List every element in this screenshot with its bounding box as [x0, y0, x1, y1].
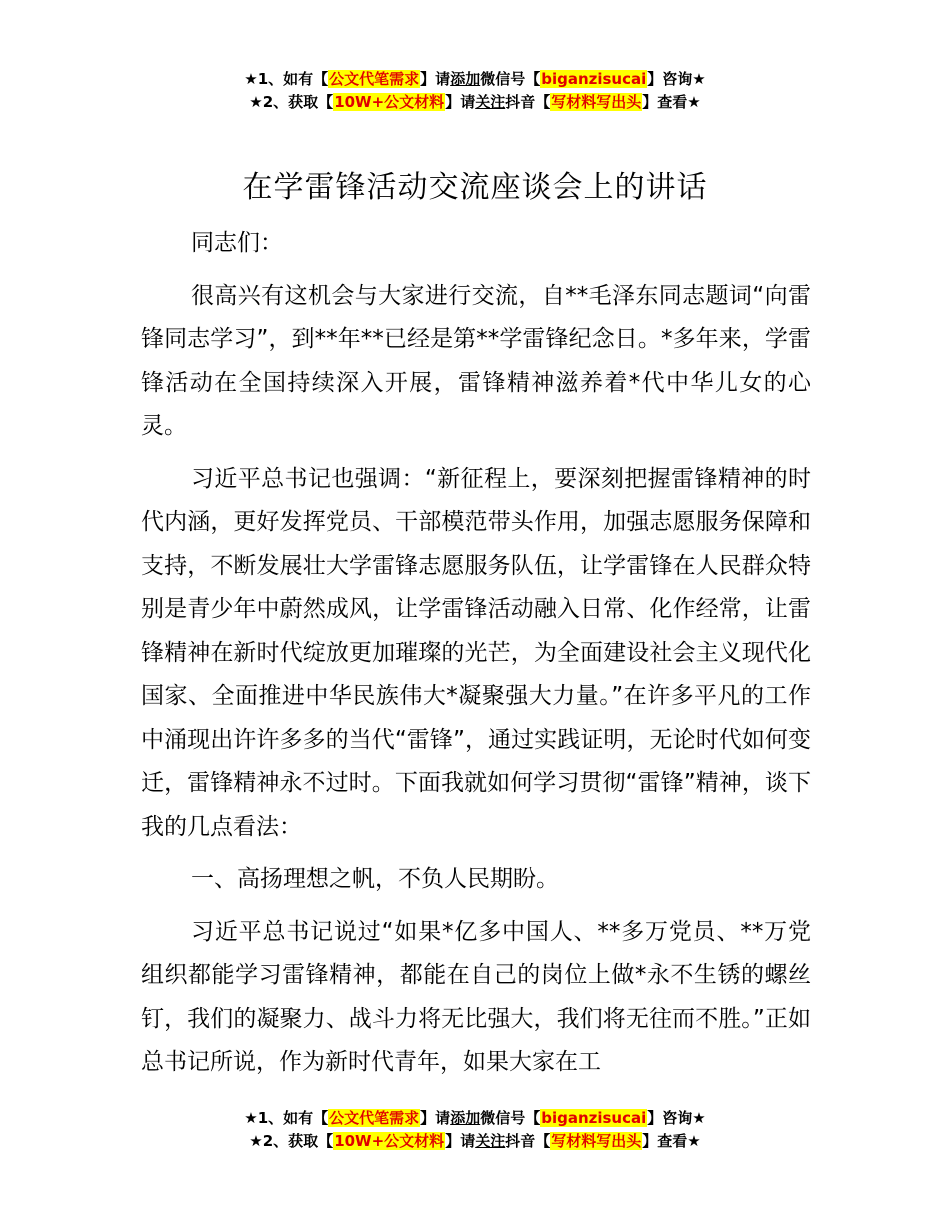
banner-line-1	[0, 68, 950, 91]
banner-underline: 添加	[450, 1109, 481, 1127]
paragraph: 习近平总书记说过“如果*亿多中国人、**多万党员、**万党组织都能学习雷锋精神，都能在自己的岗位上做*永不生锈的螺丝钉，我们的凝聚力、战斗力将无比强大，我们将无往而不胜。”正如总书记所说，作为新时代青年，如果大家在工	[141, 918, 811, 1075]
banner-text: 】请	[420, 1109, 451, 1127]
banner-text: 】咨询★	[647, 1109, 706, 1127]
banner-highlight: 10W+公文材料	[334, 93, 445, 111]
paragraph: 很高兴有这机会与大家进行交流，自**毛泽东同志题词“向雷锋同志学习”，到**年**已经是第**学雷锋纪念日。*多年来，学雷锋活动在全国持续深入开展，雷锋精神滋养着*代中华儿女的心灵。	[141, 282, 811, 439]
banner-highlight: 公文代笔需求	[329, 1109, 420, 1127]
paragraph-salutation: 同志们：	[191, 230, 283, 256]
banner-highlight: 写材料写出头	[551, 1132, 642, 1150]
banner-text: 微信号【	[480, 70, 541, 88]
banner-text: 】查看★	[642, 1132, 701, 1150]
banner-underline: 关注	[475, 1132, 506, 1150]
document-body	[141, 222, 811, 1094]
paragraph: 习近平总书记也强调：“新征程上，要深刻把握雷锋精神的时代内涵，更好发挥党员、干部模范带头作用，加强志愿服务保障和支持，不断发展壮大学雷锋志愿服务队伍，让学雷锋在人民群众特别是青少年中蔚然成风，让学雷锋活动融入日常、化作经常，让雷锋精神在新时代绽放更加璀璨的光芒，为全面建设社会主义现代化国家、全面推进中华民族伟大*凝聚强大力量。”在许多平凡的工作中涌现出许许多多的当代“雷锋”，通过实践证明，无论时代如何变迁，雷锋精神永不过时。下面我就如何学习贯彻“雷锋”精神，谈下我的几点看法：	[141, 465, 811, 840]
document-title: 在学雷锋活动交流座谈会上的讲话	[242, 170, 708, 205]
banner-text: ★1、如有【	[244, 1109, 329, 1127]
banner-text: 】查看★	[642, 93, 701, 111]
banner-line-1	[0, 1107, 950, 1130]
banner-text: ★1、如有【	[244, 70, 329, 88]
banner-highlight: 写材料写出头	[551, 93, 642, 111]
banner-text: 】请	[445, 93, 476, 111]
header-banner	[0, 68, 950, 114]
banner-highlight: biganzisucai	[541, 70, 647, 88]
banner-highlight: 10W+公文材料	[334, 1132, 445, 1150]
banner-highlight: biganzisucai	[541, 1109, 647, 1127]
banner-text: ★2、获取【	[249, 93, 334, 111]
banner-underline: 关注	[475, 93, 506, 111]
banner-text: 】请	[445, 1132, 476, 1150]
banner-highlight: 公文代笔需求	[329, 70, 420, 88]
banner-line-2	[0, 91, 950, 114]
banner-text: ★2、获取【	[249, 1132, 334, 1150]
banner-underline: 添加	[450, 70, 481, 88]
banner-text: 】请	[420, 70, 451, 88]
banner-text: 抖音【	[505, 1132, 551, 1150]
section-heading: 一、高扬理想之帆，不负人民期盼。	[191, 866, 559, 892]
banner-text: 抖音【	[505, 93, 551, 111]
banner-text: 】咨询★	[647, 70, 706, 88]
footer-banner	[0, 1107, 950, 1153]
banner-text: 微信号【	[480, 1109, 541, 1127]
banner-line-2	[0, 1130, 950, 1153]
